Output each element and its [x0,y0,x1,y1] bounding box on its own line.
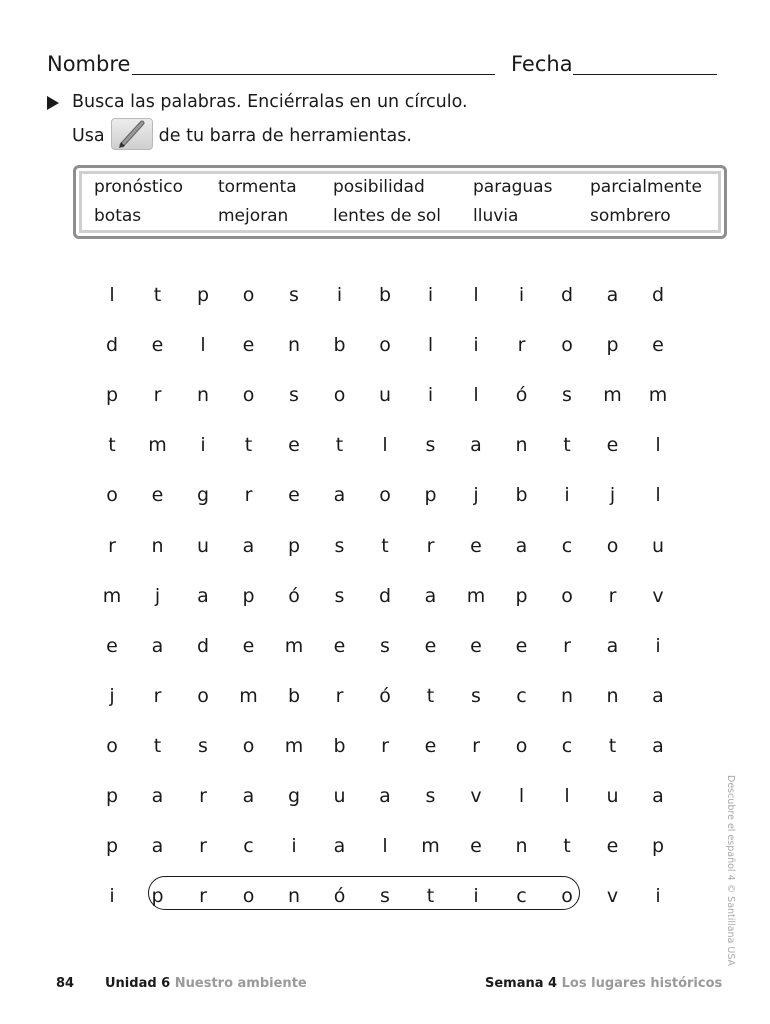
grid-letter[interactable]: t [335,434,344,457]
grid-letter[interactable]: r [472,734,480,757]
week-footer [485,975,722,993]
grid-letter[interactable]: m [648,384,668,407]
grid-letter[interactable]: s [562,384,572,407]
grid-letter[interactable]: b [378,284,392,306]
grid-letter[interactable]: l [655,484,661,507]
grid-letter[interactable]: e [288,484,300,507]
grid-letter[interactable]: a [242,785,255,807]
grid-letter[interactable]: t [381,534,389,557]
grid-letter[interactable]: a [379,785,391,807]
grid-letter[interactable]: p [151,885,164,908]
grid-letter[interactable]: a [470,434,482,457]
grid-letter[interactable]: ó [333,885,346,908]
grid-letter[interactable]: o [606,534,619,557]
grid-letter[interactable]: t [563,835,571,858]
grid-letter[interactable]: n [606,684,619,707]
unit-title: Nuestro ambiente [174,976,307,991]
grid-letter[interactable]: c [516,885,527,908]
grid-letter[interactable]: c [516,684,527,707]
grid-letter[interactable]: l [564,785,570,807]
instruction-line-1: Busca las palabras. Enciérralas en un círculo. [72,92,468,112]
grid-letter[interactable]: o [379,334,391,357]
grid-letter[interactable]: s [380,634,390,657]
grid-letter[interactable]: i [291,835,297,858]
grid-letter[interactable]: s [425,434,436,457]
grid-letter[interactable]: b [515,484,528,507]
grid-letter[interactable]: m [421,835,440,858]
grid-letter[interactable]: d [105,334,119,357]
grid-letter[interactable]: r [517,334,526,357]
grid-letter[interactable]: s [289,284,299,306]
week-label: Semana 4 [485,976,558,991]
name-field[interactable] [132,74,495,75]
grid-letter[interactable]: n [287,885,301,908]
grid-letter[interactable]: s [289,384,299,407]
grid-letter[interactable]: i [109,885,115,908]
name-date-header [47,50,717,80]
grid-letter[interactable]: e [470,835,482,858]
grid-letter[interactable]: r [563,634,571,657]
grid-letter[interactable]: u [606,785,619,807]
grid-letter[interactable]: e [288,434,300,457]
grid-letter[interactable]: e [151,334,164,357]
week-title: Los lugares históricos [561,976,723,991]
grid-letter[interactable]: e [333,634,346,657]
date-label: Fecha [511,52,573,76]
grid-letter[interactable]: t [108,434,116,457]
grid-letter[interactable]: d [378,584,392,607]
grid-letter[interactable]: a [424,584,437,607]
grid-letter[interactable]: t [426,684,435,707]
grid-letter[interactable]: m [102,584,122,607]
grid-letter[interactable]: t [153,284,162,306]
bank-word: parcialmente [590,177,702,197]
grid-letter[interactable]: s [334,584,345,607]
grid-letter[interactable]: s [380,885,390,908]
grid-letter[interactable]: r [608,584,617,607]
grid-letter[interactable]: i [427,284,434,306]
grid-letter[interactable]: o [242,734,255,757]
grid-letter[interactable]: r [153,384,162,407]
grid-letter[interactable]: v [606,885,619,908]
grid-letter[interactable]: t [563,434,571,457]
grid-letter[interactable]: b [333,734,346,757]
grid-letter[interactable]: n [560,684,574,707]
grid-letter[interactable]: r [153,684,162,707]
grid-letter[interactable]: o [106,484,118,507]
bank-word: lluvia [473,206,519,226]
grid-letter[interactable]: l [382,434,388,457]
grid-letter[interactable]: u [333,785,346,807]
grid-letter[interactable]: p [606,334,619,357]
grid-letter[interactable]: o [561,334,573,357]
grid-letter[interactable]: d [560,284,574,306]
copyright-credit: Descubre el español 4 © Santillana USA [725,775,736,967]
bank-word: pronóstico [94,177,183,197]
grid-letter[interactable]: a [151,835,164,858]
grid-letter[interactable]: b [333,334,346,357]
grid-letter[interactable]: i [655,885,661,908]
date-field[interactable] [573,74,717,75]
grid-letter[interactable]: l [427,334,434,357]
page-number: 84 [56,976,75,991]
grid-letter[interactable]: l [518,785,525,807]
grid-letter[interactable]: t [153,734,162,757]
bank-word: botas [94,206,142,226]
grid-letter[interactable]: v [470,785,482,807]
play-arrow-icon [47,96,59,110]
unit-footer [105,975,307,993]
grid-letter[interactable]: m [603,384,622,407]
grid-letter[interactable]: i [473,334,479,357]
grid-letter[interactable]: m [239,684,258,707]
grid-letter[interactable]: e [652,334,664,357]
grid-letter[interactable]: e [151,484,164,507]
grid-letter[interactable]: u [651,534,665,557]
grid-letter[interactable]: a [652,785,664,807]
grid-letter[interactable]: ó [515,384,528,407]
grid-letter[interactable]: u [378,384,392,407]
grid-letter[interactable]: s [425,785,436,807]
grid-letter[interactable]: o [515,734,528,757]
grid-letter[interactable]: a [333,484,346,507]
grid-letter[interactable]: n [196,384,210,407]
grid-letter[interactable]: i [473,885,479,908]
grid-letter[interactable]: m [466,584,486,607]
grid-letter[interactable]: t [244,434,253,457]
grid-letter[interactable]: s [198,734,208,757]
grid-letter[interactable]: l [473,384,479,407]
grid-letter[interactable]: m [148,434,167,457]
bank-word: lentes de sol [333,206,441,226]
unit-label: Unidad 6 [105,976,171,991]
circled-word-mark [148,876,580,910]
word-bank [73,165,727,239]
grid-letter[interactable]: n [515,835,528,858]
grid-letter[interactable]: g [196,484,210,507]
grid-letter[interactable]: e [242,634,255,657]
pencil-icon[interactable] [111,118,153,150]
grid-letter[interactable]: p [105,785,119,807]
bank-word: tormenta [218,177,297,197]
bank-word: paraguas [473,177,553,197]
grid-letter[interactable]: o [242,284,255,306]
instruction-use-label: Usa [72,126,105,146]
grid-letter[interactable]: a [652,734,664,757]
grid-letter[interactable]: l [473,284,479,306]
grid-letter[interactable]: p [196,284,210,306]
grid-letter[interactable]: l [200,334,206,357]
grid-letter[interactable]: p [424,484,437,507]
instruction-line-2: de tu barra de herramientas. [158,126,412,146]
grid-letter[interactable]: a [652,684,664,707]
grid-letter[interactable]: o [106,734,118,757]
grid-letter[interactable]: e [470,634,482,657]
grid-letter[interactable]: j [154,584,161,607]
grid-letter[interactable]: j [473,484,479,507]
grid-letter[interactable]: r [381,734,389,757]
bank-word: sombrero [590,206,671,226]
grid-letter[interactable]: m [284,634,304,657]
grid-letter[interactable]: o [561,885,573,908]
grid-letter[interactable]: o [379,484,391,507]
grid-letter[interactable]: d [196,634,210,657]
grid-letter[interactable]: e [424,734,437,757]
grid-letter[interactable]: n [151,534,164,557]
grid-letter[interactable]: c [561,534,573,557]
grid-letter[interactable]: i [518,284,525,306]
grid-letter[interactable]: a [242,534,255,557]
grid-letter[interactable]: r [199,835,207,858]
grid-letter[interactable]: r [108,534,116,557]
grid-letter[interactable]: p [287,534,301,557]
grid-letter[interactable]: s [334,534,345,557]
grid-letter[interactable]: j [109,684,115,707]
grid-letter[interactable]: t [426,885,435,908]
grid-letter[interactable]: o [197,684,209,707]
grid-letter[interactable]: n [287,334,301,357]
grid-letter[interactable]: g [287,785,301,807]
grid-letter[interactable]: o [333,384,346,407]
grid-letter[interactable]: r [335,684,344,707]
grid-letter[interactable]: ó [379,684,391,707]
grid-letter[interactable]: b [287,684,301,707]
grid-letter[interactable]: r [244,484,253,507]
grid-letter[interactable]: i [655,634,661,657]
grid-letter[interactable]: l [382,835,388,858]
grid-letter[interactable]: e [470,534,482,557]
grid-letter[interactable]: m [284,734,304,757]
grid-letter[interactable]: p [105,384,119,407]
grid-letter[interactable]: t [608,734,617,757]
grid-letter[interactable]: c [561,734,573,757]
name-label: Nombre [47,52,131,76]
grid-letter[interactable]: e [424,634,437,657]
grid-letter[interactable]: i [200,434,206,457]
grid-letter[interactable]: a [606,634,619,657]
grid-letter[interactable]: s [471,684,481,707]
grid-letter[interactable]: r [199,885,207,908]
grid-letter[interactable]: l [655,434,661,457]
grid-letter[interactable]: r [426,534,435,557]
grid-letter[interactable]: a [515,534,528,557]
grid-letter[interactable]: a [197,584,209,607]
grid-letter[interactable]: j [609,484,616,507]
grid-letter[interactable]: r [199,785,207,807]
grid-letter[interactable]: a [151,785,164,807]
grid-letter[interactable]: n [515,434,528,457]
grid-letter[interactable]: p [651,835,665,858]
grid-letter[interactable]: p [515,584,528,607]
grid-letter[interactable]: e [606,835,619,858]
grid-letter[interactable]: o [242,384,255,407]
grid-letter[interactable]: o [242,885,255,908]
grid-letter[interactable]: u [196,534,210,557]
grid-letter[interactable]: e [515,634,528,657]
grid-letter[interactable]: i [427,384,434,407]
bank-word: posibilidad [333,177,425,197]
grid-letter[interactable]: e [606,434,619,457]
grid-letter[interactable]: i [564,484,570,507]
grid-letter[interactable]: o [561,584,573,607]
grid-letter[interactable]: ó [288,584,300,607]
grid-letter[interactable]: e [106,634,118,657]
grid-letter[interactable]: c [243,835,254,858]
grid-letter[interactable]: l [109,284,115,306]
grid-letter[interactable]: d [651,284,665,306]
grid-letter[interactable]: a [333,835,346,858]
grid-letter[interactable]: e [242,334,255,357]
grid-letter[interactable]: a [151,634,164,657]
grid-letter[interactable]: a [606,284,619,306]
grid-letter[interactable]: p [105,835,119,858]
grid-letter[interactable]: p [242,584,255,607]
grid-letter[interactable]: i [336,284,343,306]
bank-word: mejoran [218,206,289,226]
grid-letter[interactable]: v [652,584,664,607]
